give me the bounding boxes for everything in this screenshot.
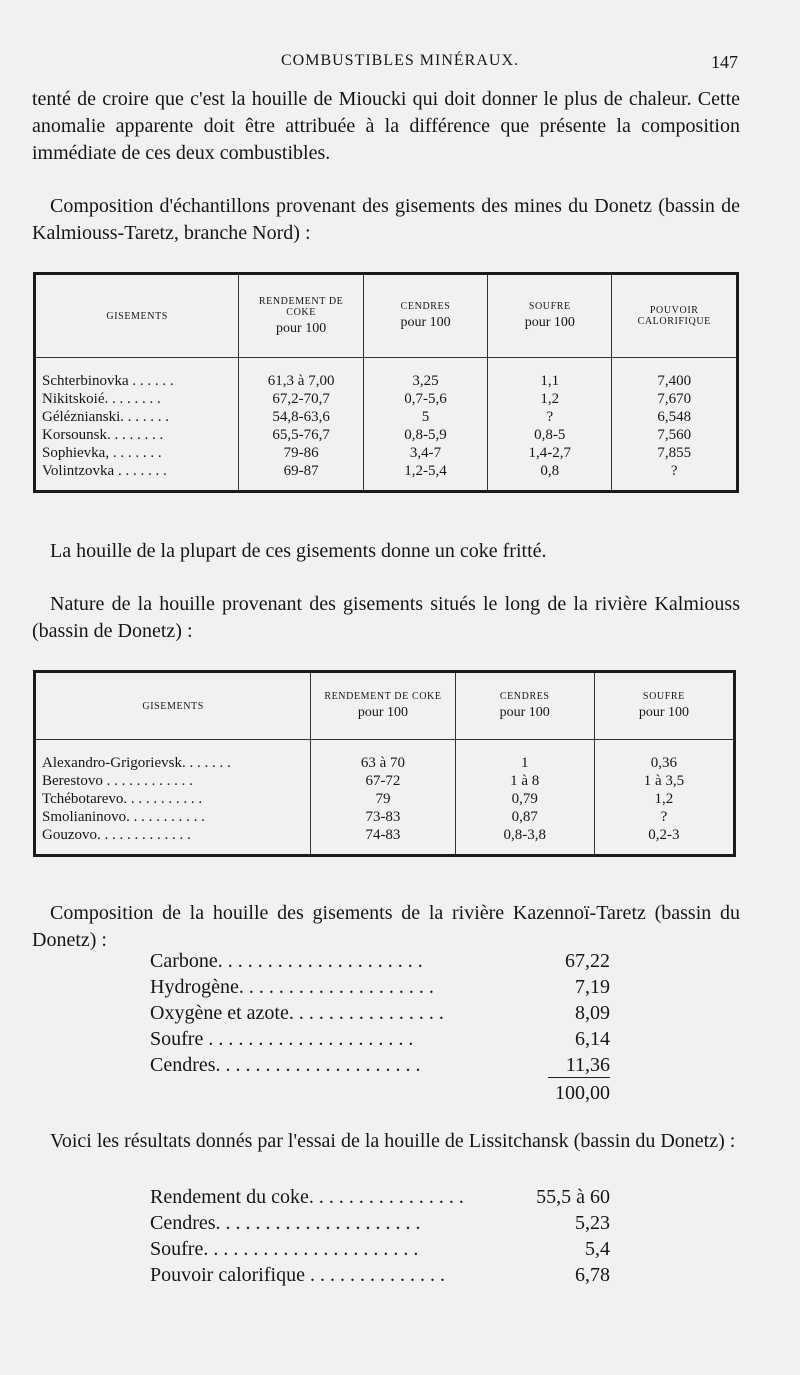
cell-pouvoir: 7,670 [612,390,738,408]
paragraph-composition-heading: Composition d'échantillons provenant des gisements des mines du Donetz (bassin de Kalmiouss-Taretz, branche Nord) : [32,195,740,244]
header-cendres: CENDRES pour 100 [455,672,594,740]
cell-soufre: 1,2 [594,790,734,808]
paragraph-intro: tenté de croire que c'est la houille de Mioucki qui doit donner le plus de chaleur. Cette anomalie apparente doit être attribuée à la différence que présente la composition immédiate de ces deux combustibles. [32,88,740,164]
item-value: 6,14 [569,1026,610,1052]
list-item [150,974,610,1000]
paragraph-kalmiouss-heading: Nature de la houille provenant des gisements situés le long de la rivière Kalmiouss (bassin de Donetz) : [32,593,740,642]
header-soufre: SOUFRE pour 100 [594,672,734,740]
item-label: Cendres. . . . . . . . . . . . . . . . . . . . . [150,1212,421,1234]
cell-gisement: Géléznianski. . . . . . . [42,409,170,425]
cell-cendres: 3,25 [363,358,487,391]
header-gisements: GISEMENTS [35,672,311,740]
cell-gisement: Smolianinovo. . . . . . . . . . . [42,809,205,825]
header-soufre: SOUFRE pour 100 [488,274,612,358]
cell-rendement: 73-83 [311,808,455,826]
table-gisements-nord [33,272,739,493]
cell-gisement: Alexandro-Grigorievsk. . . . . . . [42,755,231,771]
cell-rendement: 67,2-70,7 [239,390,364,408]
cell-gisement: Gouzovo. . . . . . . . . . . . . [42,827,191,843]
cell-soufre: ? [488,408,612,426]
cell-soufre: 0,8-5 [488,426,612,444]
cell-gisement: Tchébotarevo. . . . . . . . . . . [42,791,203,807]
cell-cendres: 3,4-7 [363,444,487,462]
header-rendement: RENDEMENT DE COKE pour 100 [239,274,364,358]
item-label: Oxygène et azote. . . . . . . . . . . . . . . . [150,1002,444,1024]
list-item [150,948,610,974]
cell-pouvoir: 7,400 [612,358,738,391]
composition-list [150,948,610,1108]
item-label: Carbone. . . . . . . . . . . . . . . . . . . . . [150,950,423,972]
cell-rendement: 63 à 70 [311,740,455,773]
header-cendres: CENDRES pour 100 [363,274,487,358]
cell-cendres: 0,8-5,9 [363,426,487,444]
cell-rendement: 74-83 [311,826,455,856]
cell-gisement: Volintzovka . . . . . . . [42,463,167,479]
table-row [35,390,738,408]
paragraph-coke-fritte: La houille de la plupart de ces gisements donne un coke fritté. [50,540,547,562]
table-row [35,790,735,808]
header-rendement: RENDEMENT DE COKE pour 100 [311,672,455,740]
cell-cendres: 0,87 [455,808,594,826]
cell-rendement: 79-86 [239,444,364,462]
item-value: 6,78 [569,1262,610,1288]
item-value: 11,36 [560,1052,610,1078]
item-label: Pouvoir calorifique . . . . . . . . . . . . . . [150,1264,445,1286]
cell-pouvoir: ? [612,462,738,492]
page-number: 147 [711,52,738,72]
list-item [150,1052,610,1078]
table-row [35,772,735,790]
cell-pouvoir: 7,855 [612,444,738,462]
lissitchansk-list [150,1184,610,1288]
item-value: 8,09 [569,1000,610,1026]
table-row [35,826,735,856]
header-gisements: GISEMENTS [35,274,239,358]
cell-cendres: 1,2-5,4 [363,462,487,492]
cell-rendement: 54,8-63,6 [239,408,364,426]
cell-gisement: Korsounsk. . . . . . . . [42,427,164,443]
composition-total [150,1078,610,1108]
list-item [150,1210,610,1236]
cell-gisement: Schterbinovka . . . . . . [42,373,174,389]
running-head [0,50,800,74]
cell-cendres: 0,7-5,6 [363,390,487,408]
item-label: Soufre . . . . . . . . . . . . . . . . . . . . . [150,1028,414,1050]
item-value: 55,5 à 60 [530,1184,610,1210]
table-row [35,408,738,426]
cell-soufre: 0,36 [594,740,734,773]
list-item [150,1262,610,1288]
running-title: COMBUSTIBLES MINÉRAUX. [280,52,519,69]
item-label: Soufre. . . . . . . . . . . . . . . . . . . . . . [150,1238,419,1260]
table-row [35,426,738,444]
cell-gisement: Sophievka, . . . . . . . [42,445,162,461]
list-item [150,1184,610,1210]
item-label: Rendement du coke. . . . . . . . . . . . . . . . [150,1186,464,1208]
cell-soufre: 1 à 3,5 [594,772,734,790]
item-value: 7,19 [569,974,610,1000]
table-row [35,358,738,391]
header-pouvoir: POUVOIR CALORIFIQUE [612,274,738,358]
table-row [35,462,738,492]
item-value: 5,4 [579,1236,610,1262]
item-label: Hydrogène. . . . . . . . . . . . . . . . . . . . [150,976,434,998]
table-row [35,808,735,826]
cell-cendres: 1 à 8 [455,772,594,790]
cell-soufre: 1,2 [488,390,612,408]
cell-cendres: 0,79 [455,790,594,808]
cell-cendres: 0,8-3,8 [455,826,594,856]
cell-soufre: 0,8 [488,462,612,492]
cell-gisement: Berestovo . . . . . . . . . . . . [42,773,193,789]
cell-rendement: 67-72 [311,772,455,790]
list-item [150,1236,610,1262]
paragraph-kazennoi-heading: Composition de la houille des gisements de la rivière Kazennoï-Taretz (bassin du Donetz) : [32,902,740,951]
table-row [35,740,735,773]
cell-soufre: 1,1 [488,358,612,391]
cell-soufre: ? [594,808,734,826]
total-value: 100,00 [555,1082,610,1104]
table-row [35,444,738,462]
cell-rendement: 79 [311,790,455,808]
item-value: 5,23 [569,1210,610,1236]
cell-rendement: 61,3 à 7,00 [239,358,364,391]
cell-pouvoir: 6,548 [612,408,738,426]
item-label: Cendres. . . . . . . . . . . . . . . . . . . . . [150,1054,421,1076]
list-item [150,1026,610,1052]
cell-pouvoir: 7,560 [612,426,738,444]
cell-soufre: 1,4-2,7 [488,444,612,462]
cell-soufre: 0,2-3 [594,826,734,856]
paragraph-lissitchansk-heading: Voici les résultats donnés par l'essai de la houille de Lissitchansk (bassin du Donetz) : [50,1130,736,1152]
item-value: 67,22 [559,948,610,974]
cell-gisement: Nikitskoié. . . . . . . . [42,391,161,407]
cell-cendres: 1 [455,740,594,773]
table-gisements-kalmiouss [33,670,736,857]
cell-rendement: 69-87 [239,462,364,492]
cell-cendres: 5 [363,408,487,426]
cell-rendement: 65,5-76,7 [239,426,364,444]
list-item [150,1000,610,1026]
